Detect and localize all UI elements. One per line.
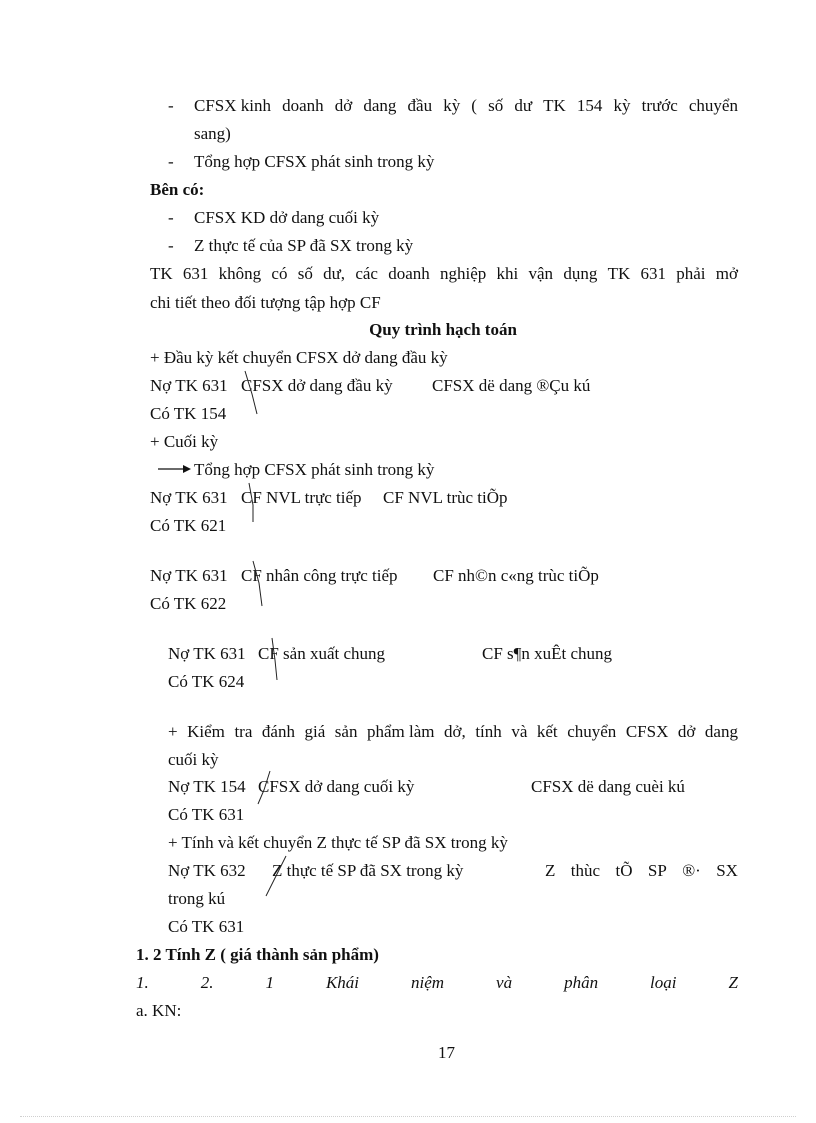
entry-5-alt-description: CFSX dë dang cuèi kú xyxy=(531,777,685,796)
entry-1-description: CFSX dở dang đầu kỳ xyxy=(241,376,393,395)
entry-3-debit: Nợ TK 631 xyxy=(150,566,228,585)
entry-4-alt-description: CF s¶n xuÊt chung xyxy=(482,644,613,663)
note-line-1: TK 631 không có số dư, các doanh nghiệp khi vận dụng TK 631 phải mở xyxy=(150,264,738,283)
closing-heading: + Cuối kỳ xyxy=(150,432,219,451)
debit-item-2: Tổng hợp CFSX phát sinh trong kỳ xyxy=(194,152,435,171)
credit-item-1: CFSX KD dở dang cuối kỳ xyxy=(194,208,380,227)
entry-6-credit: Có TK 631 xyxy=(168,917,245,936)
heading-1-2: 1. 2 Tính Z ( giá thành sản phẩm) xyxy=(136,945,379,964)
bullet-dash: - xyxy=(168,152,174,171)
page-bottom-rule xyxy=(20,1116,796,1117)
debit-item-1-line-1: CFSX kinh doanh dở dang đầu kỳ ( số dư TK 154 kỳ trước chuyển xyxy=(194,96,738,115)
entry-4-description: CF sản xuất chung xyxy=(258,644,386,663)
note-line-2: chi tiết theo đối tượng tập hợp CF xyxy=(150,293,381,312)
entry-5-debit: Nợ TK 154 xyxy=(168,777,246,796)
bullet-dash: - xyxy=(168,208,174,227)
entry-3-alt-description: CF nh©n c«ng trùc tiÕp xyxy=(433,566,599,585)
entry-2-description: CF NVL trực tiếp xyxy=(241,488,362,507)
transfer-heading: + Tính và kết chuyển Z thực tế SP đã SX trong kỳ xyxy=(168,833,508,852)
entry-2-credit: Có TK 621 xyxy=(150,516,227,535)
section-title: Quy trình hạch toán xyxy=(369,320,517,339)
entry-6-debit: Nợ TK 632 xyxy=(168,861,246,880)
entry-2-alt-description: CF NVL trùc tiÕp xyxy=(383,488,508,507)
entry-3-description: CF nhân công trực tiếp xyxy=(241,566,398,585)
arrow-right-icon xyxy=(158,465,191,473)
check-line-2: cuối kỳ xyxy=(168,750,219,769)
entry-4-credit: Có TK 624 xyxy=(168,672,245,691)
subheading-1-2-1: 1. 2. 1 Khái niệm và phân loại Z xyxy=(136,973,738,992)
credit-item-2: Z thực tế của SP đã SX trong kỳ xyxy=(194,236,414,255)
bullet-dash: - xyxy=(168,236,174,255)
check-line-1: + Kiểm tra đánh giá sản phẩm làm dở, tính và kết chuyển CFSX dở dang xyxy=(168,722,738,741)
entry-1-credit: Có TK 154 xyxy=(150,404,227,423)
bullet-dash: - xyxy=(168,96,174,115)
page-number: 17 xyxy=(438,1043,455,1062)
entry-1-alt-description: CFSX dë dang ®Çu kú xyxy=(432,376,591,395)
entry-3-credit: Có TK 622 xyxy=(150,594,227,613)
entry-4-debit: Nợ TK 631 xyxy=(168,644,246,663)
kn-label: a. KN: xyxy=(136,1001,182,1020)
credit-heading: Bên có: xyxy=(150,180,205,199)
debit-item-1-line-2: sang) xyxy=(194,124,231,143)
entry-5-description: CFSX dở dang cuối kỳ xyxy=(258,777,415,796)
entry-6-alt-line-1: Z thùc tÕ SP ®· SX xyxy=(545,861,738,880)
opening-heading: + Đầu kỳ kết chuyển CFSX dở dang đầu kỳ xyxy=(150,348,448,367)
entry-2-debit: Nợ TK 631 xyxy=(150,488,228,507)
entry-5-credit: Có TK 631 xyxy=(168,805,245,824)
entry-6-alt-line-2: trong kú xyxy=(168,889,226,908)
summary-line: Tổng hợp CFSX phát sinh trong kỳ xyxy=(194,460,435,479)
entry-6-description: Z thực tế SP đã SX trong kỳ xyxy=(272,861,464,880)
entry-1-debit: Nợ TK 631 xyxy=(150,376,228,395)
